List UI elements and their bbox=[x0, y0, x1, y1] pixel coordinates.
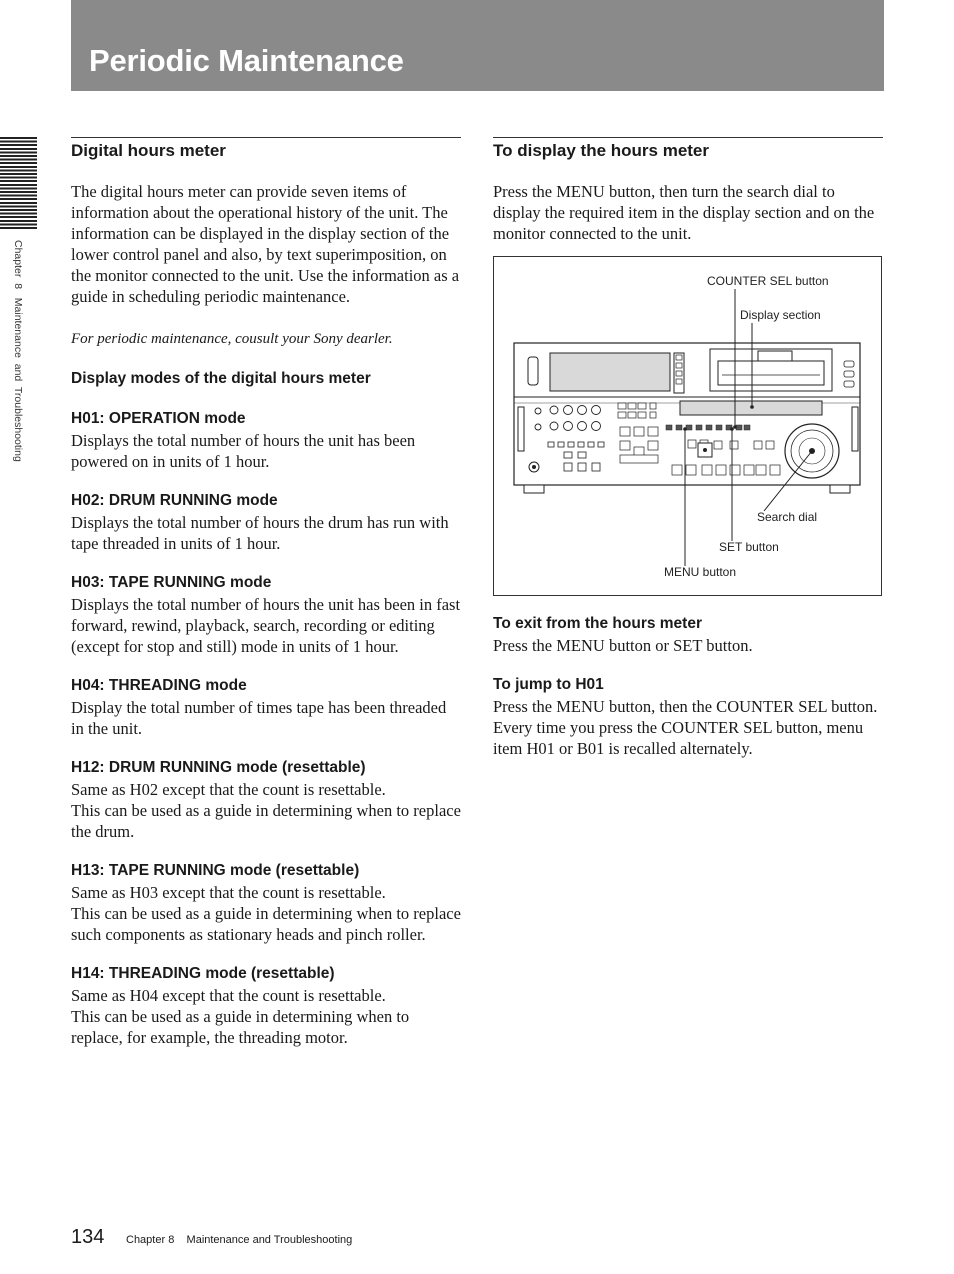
section-title: To display the hours meter bbox=[493, 141, 710, 160]
page-number: 134 bbox=[71, 1226, 105, 1248]
intro-paragraph: Press the MENU button, then turn the search dial to display the required item in the display section and on the monitor connected to the unit. bbox=[493, 182, 875, 243]
mode-body-h02: Displays the total number of hours the drum has run with tape threaded in units of 1 hour. bbox=[71, 513, 449, 553]
mode-body-h13: Same as H03 except that the count is resettable. bbox=[71, 883, 386, 902]
mode-body2-h12: This can be used as a guide in determining when to replace the drum. bbox=[71, 801, 461, 841]
mode-body-h12: Same as H02 except that the count is resettable. bbox=[71, 780, 386, 799]
jump-body: Press the MENU button, then the COUNTER SEL button. bbox=[493, 697, 878, 716]
vtr-illustration bbox=[494, 257, 883, 597]
jump-body2: Every time you press the COUNTER SEL button, menu item H01 or B01 is recalled alternately. bbox=[493, 718, 864, 758]
exit-body: Press the MENU button or SET button. bbox=[493, 636, 753, 655]
section-title: Digital hours meter bbox=[71, 141, 226, 160]
column-rule bbox=[493, 137, 883, 138]
mode-body-h04: Display the total number of times tape has been threaded in the unit. bbox=[71, 698, 447, 738]
mode-body-h14: Same as H04 except that the count is resettable. bbox=[71, 986, 386, 1005]
callout-menu-button: MENU button bbox=[664, 565, 737, 579]
mode-title-h13: H13: TAPE RUNNING mode (resettable) bbox=[71, 862, 360, 879]
modes-heading: Display modes of the digital hours meter bbox=[71, 370, 371, 387]
intro-paragraph: The digital hours meter can provide seven items of information about the operational history of the unit. The information can be displayed in the display section of the lower control panel and also, by text superimposition, on the monitor connected to the unit. Use the information as a guide in scheduling periodic maintenance. bbox=[71, 182, 460, 306]
left-column bbox=[71, 137, 461, 1048]
footer-chapter: Chapter 8 Maintenance and Troubleshooting bbox=[126, 1234, 353, 1246]
callout-display-section: Display section bbox=[740, 308, 821, 322]
page-title: Periodic Maintenance bbox=[89, 43, 404, 78]
vtr-diagram bbox=[493, 256, 882, 596]
right-column bbox=[493, 137, 883, 759]
callout-set-button: SET button bbox=[719, 540, 779, 554]
mode-body2-h14: This can be used as a guide in determining when to replace, for example, the threading motor. bbox=[71, 1007, 410, 1047]
mode-body-h01: Displays the total number of hours the unit has been powered on in units of 1 hour. bbox=[71, 431, 416, 471]
header-bar bbox=[71, 0, 884, 91]
chapter-tab-stripes bbox=[0, 137, 37, 229]
chapter-side-label: Chapter 8 Maintenance and Troubleshooting bbox=[12, 240, 24, 462]
jump-heading: To jump to H01 bbox=[493, 676, 604, 693]
column-rule bbox=[71, 137, 461, 138]
mode-body2-h13: This can be used as a guide in determining when to replace such components as stationary heads and pinch roller. bbox=[71, 904, 461, 944]
callout-counter-sel: COUNTER SEL button bbox=[707, 274, 829, 288]
mode-title-h04: H04: THREADING mode bbox=[71, 677, 247, 694]
mode-title-h12: H12: DRUM RUNNING mode (resettable) bbox=[71, 759, 366, 776]
mode-title-h14: H14: THREADING mode (resettable) bbox=[71, 965, 335, 982]
note: For periodic maintenance, cousult your Sony dearler. bbox=[71, 331, 393, 347]
mode-title-h02: H02: DRUM RUNNING mode bbox=[71, 492, 278, 509]
callout-search-dial: Search dial bbox=[757, 510, 818, 524]
exit-heading: To exit from the hours meter bbox=[493, 615, 702, 632]
mode-body-h03: Displays the total number of hours the unit has been in fast forward, rewind, playback, search, recording or editing (except for stop and still) mode in units of 1 hour. bbox=[71, 595, 461, 656]
mode-title-h03: H03: TAPE RUNNING mode bbox=[71, 574, 272, 591]
mode-title-h01: H01: OPERATION mode bbox=[71, 410, 246, 427]
